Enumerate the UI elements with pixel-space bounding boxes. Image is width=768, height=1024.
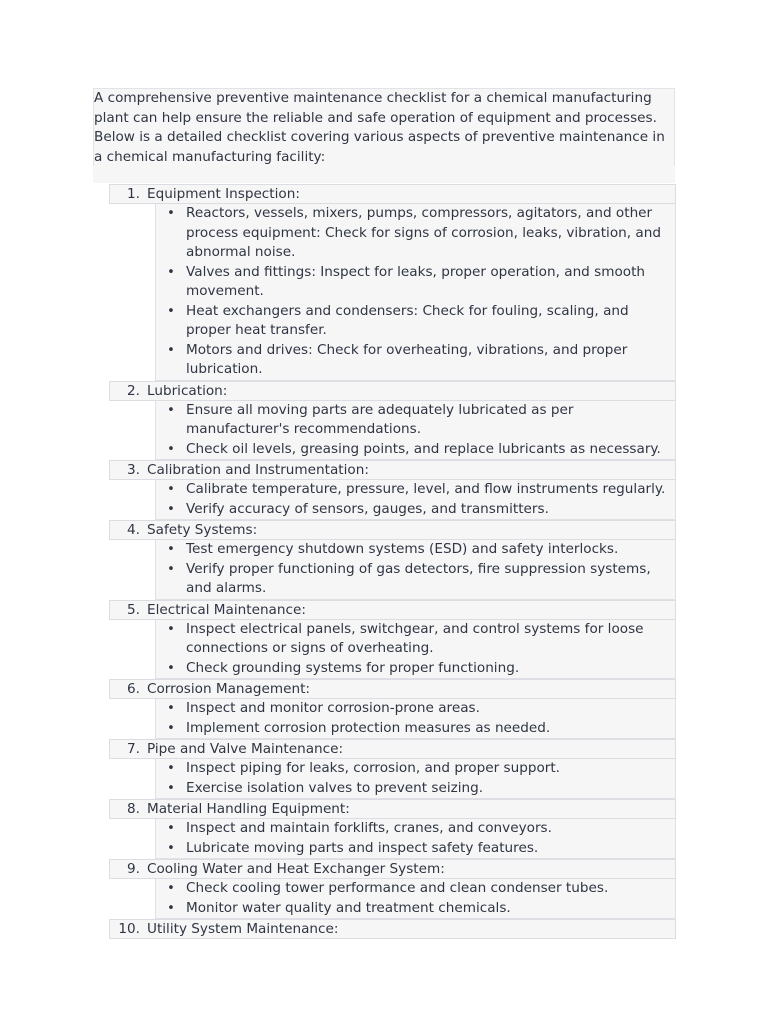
list-item — [156, 659, 675, 679]
section-header — [109, 739, 676, 759]
list-item — [156, 480, 675, 500]
bullet-icon: • — [167, 402, 175, 418]
section-title: Calibration and Instrumentation: — [147, 462, 369, 478]
list-item-text: Inspect electrical panels, switchgear, and control systems for loose connections or signs of overheating. — [186, 620, 644, 656]
list-item-text: Ensure all moving parts are adequately lubricated as per manufacturer's recommendations. — [186, 401, 574, 437]
list-item-text: Implement corrosion protection measures as needed. — [186, 719, 551, 736]
list-item-text: Check cooling tower performance and clean condenser tubes. — [186, 880, 609, 896]
list-item — [156, 719, 675, 739]
list-item-text: Check grounding systems for proper functioning. — [186, 659, 520, 676]
section-bullet-list — [155, 620, 676, 680]
list-item — [156, 500, 675, 520]
maintenance-checklist — [109, 184, 676, 939]
list-item — [156, 440, 675, 460]
bullet-icon: • — [167, 342, 175, 358]
bullet-icon: • — [167, 501, 175, 517]
list-item — [156, 699, 675, 719]
section-number: 3. — [127, 462, 140, 478]
checklist-section — [109, 679, 676, 739]
checklist-section — [109, 460, 676, 520]
bullet-icon: • — [167, 780, 175, 796]
section-title: Utility System Maintenance: — [147, 921, 339, 937]
list-item — [156, 341, 675, 380]
list-item — [156, 879, 675, 899]
list-item-text: Inspect and monitor corrosion-prone areas. — [186, 700, 480, 716]
list-item — [156, 540, 675, 560]
bullet-icon: • — [167, 621, 175, 637]
list-item-text: Check oil levels, greasing points, and replace lubricants as necessary. — [186, 440, 661, 457]
section-title: Safety Systems: — [147, 522, 258, 538]
section-header — [109, 919, 676, 939]
checklist-section — [109, 739, 676, 799]
checklist-section — [109, 381, 676, 461]
bullet-icon: • — [167, 206, 175, 221]
checklist-section — [109, 799, 676, 859]
section-header — [109, 679, 676, 699]
list-item-text: Verify proper functioning of gas detectors, fire suppression systems, and alarms. — [186, 560, 651, 596]
list-item-text: Reactors, vessels, mixers, pumps, compressors, agitators, and other process equipment: Check for signs of corrosion, leaks, vibration, and abnormal noise. — [186, 205, 661, 260]
list-item — [156, 263, 675, 302]
bullet-icon: • — [167, 821, 175, 836]
bullet-icon: • — [167, 720, 175, 736]
section-number: 1. — [127, 186, 140, 202]
checklist-section — [109, 520, 676, 600]
section-header — [109, 520, 676, 540]
list-item-text: Monitor water quality and treatment chemicals. — [186, 899, 511, 916]
bullet-icon: • — [167, 482, 175, 497]
bullet-icon: • — [167, 761, 175, 776]
section-number: 4. — [127, 522, 140, 538]
list-item-text: Heat exchangers and condensers: Check for fouling, scaling, and proper heat transfer. — [186, 302, 629, 338]
section-title: Cooling Water and Heat Exchanger System: — [147, 861, 445, 877]
list-item — [156, 759, 675, 779]
section-header — [109, 184, 676, 204]
bullet-icon: • — [167, 561, 175, 577]
bullet-icon: • — [167, 303, 175, 319]
list-item — [156, 204, 675, 263]
list-item-text: Motors and drives: Check for overheating, vibrations, and proper lubrication. — [186, 341, 628, 377]
section-title: Pipe and Valve Maintenance: — [147, 741, 344, 757]
list-item-text: Verify accuracy of sensors, gauges, and transmitters. — [186, 500, 549, 517]
bullet-icon: • — [167, 542, 175, 557]
section-bullet-list — [155, 819, 676, 859]
section-number: 9. — [127, 861, 140, 877]
section-title: Corrosion Management: — [147, 681, 311, 697]
bullet-icon: • — [167, 881, 175, 896]
section-number: 6. — [127, 681, 140, 697]
list-item-text: Test emergency shutdown systems (ESD) and safety interlocks. — [186, 541, 619, 557]
list-item — [156, 899, 675, 919]
list-item-text: Inspect and maintain forklifts, cranes, and conveyors. — [186, 820, 552, 836]
section-bullet-list — [155, 699, 676, 739]
section-bullet-list — [155, 540, 676, 600]
list-item — [156, 819, 675, 839]
list-item-text: Calibrate temperature, pressure, level, and flow instruments regularly. — [186, 481, 666, 497]
section-title: Lubrication: — [147, 382, 228, 399]
checklist-section — [109, 919, 676, 939]
checklist-section — [109, 600, 676, 680]
list-item-text: Valves and fittings: Inspect for leaks, proper operation, and smooth movement. — [186, 263, 646, 299]
list-item — [156, 560, 675, 599]
list-item — [156, 839, 675, 859]
section-bullet-list — [155, 480, 676, 520]
section-title: Electrical Maintenance: — [147, 601, 306, 618]
section-bullet-list — [155, 759, 676, 799]
list-item-text: Inspect piping for leaks, corrosion, and proper support. — [186, 760, 561, 776]
checklist-section — [109, 184, 676, 381]
list-item-text: Lubricate moving parts and inspect safety features. — [186, 839, 539, 856]
list-item-text: Exercise isolation valves to prevent seizing. — [186, 779, 484, 796]
section-header — [109, 381, 676, 401]
bullet-icon: • — [167, 660, 175, 676]
section-number: 2. — [127, 382, 140, 399]
section-title: Equipment Inspection: — [147, 186, 300, 202]
section-header — [109, 460, 676, 480]
checklist-section — [109, 859, 676, 919]
bullet-icon: • — [167, 264, 175, 280]
list-item — [156, 302, 675, 341]
list-item — [156, 779, 675, 799]
intro-paragraph: A comprehensive preventive maintenance checklist for a chemical manufacturing plant can help ensure the reliable and safe operation of equipment and processes. Below is a detailed checklist covering various aspects of preventive maintenance in a chemical manufacturing facility: — [94, 90, 665, 165]
bullet-icon: • — [167, 840, 175, 856]
section-header — [109, 799, 676, 819]
section-header — [109, 600, 676, 620]
list-item — [156, 401, 675, 440]
section-number: 7. — [127, 741, 140, 757]
section-bullet-list — [155, 401, 676, 461]
list-item — [156, 620, 675, 659]
bullet-icon: • — [167, 900, 175, 916]
bullet-icon: • — [167, 441, 175, 457]
section-number: 10. — [118, 921, 140, 937]
bullet-icon: • — [167, 701, 175, 716]
spacer-row — [93, 166, 675, 183]
section-bullet-list — [155, 204, 676, 381]
section-header — [109, 859, 676, 879]
section-bullet-list — [155, 879, 676, 919]
section-number: 8. — [127, 801, 140, 817]
intro-block — [93, 88, 675, 168]
section-number: 5. — [127, 601, 140, 618]
section-title: Material Handling Equipment: — [147, 801, 350, 817]
